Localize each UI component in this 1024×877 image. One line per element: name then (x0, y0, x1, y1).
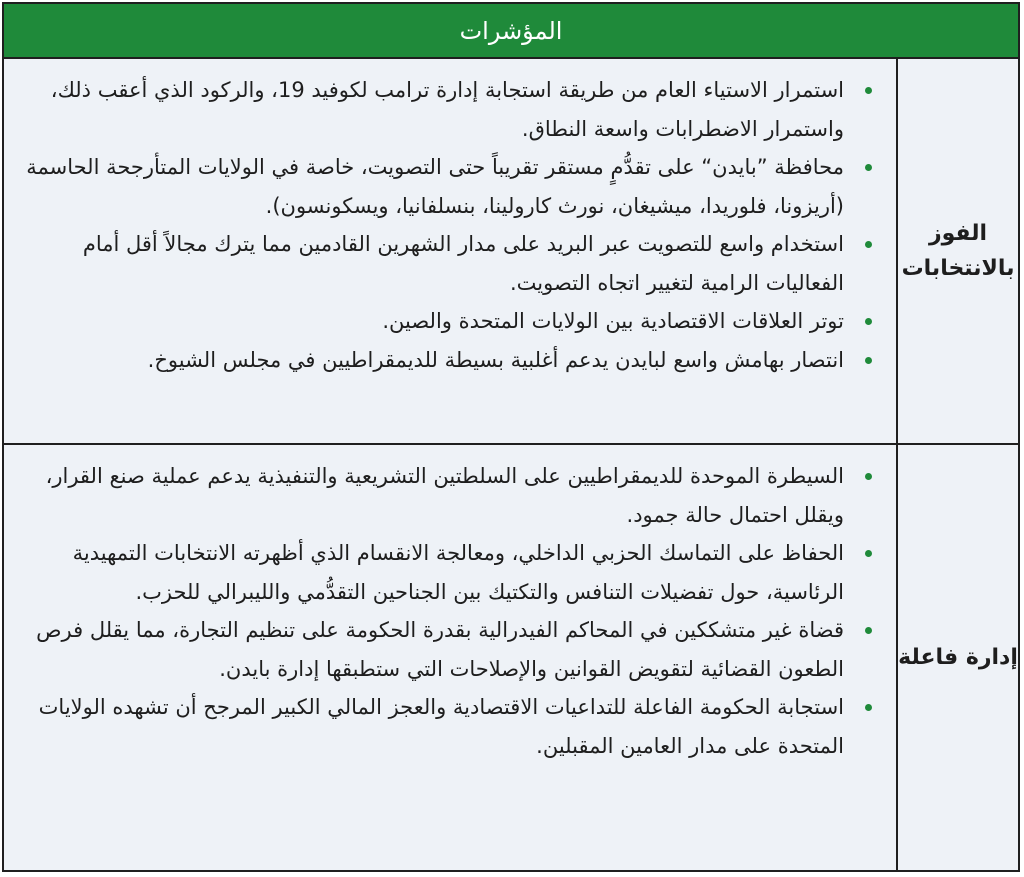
bullet-list (14, 457, 896, 765)
list-item-text: انتصار بهامش واسع لبايدن يدعم أغلبية بسيطة للديمقراطيين في مجلس الشيوخ. (147, 347, 844, 372)
list-item-text: استمرار الاستياء العام من طريقة استجابة إدارة ترامب لكوفيد 19، والركود الذي أعقب ذلك، واستمرار الاضطرابات واسعة النطاق. (50, 78, 844, 141)
row-content-effective-administration (4, 445, 896, 870)
row-label-line: بالانتخابات (901, 256, 1015, 281)
bullet-icon (865, 627, 872, 634)
list-item-text: محافظة ”بايدن“ على تقدُّمٍ مستقر تقريباً حتى التصويت، خاصة في الولايات المتأرجحة الحاسمة (أريزونا، فلوريدا، ميشيغان، نورث كارولينا، بنسلفانيا، ويسكونسون). (26, 155, 844, 218)
row-content-election-win (4, 59, 896, 443)
row-label-line: إدارة فاعلة (898, 644, 1018, 670)
list-item (14, 611, 896, 688)
list-item (14, 688, 896, 765)
bullet-icon (865, 241, 872, 248)
bullet-icon (865, 473, 872, 480)
list-item-text: استجابة الحكومة الفاعلة للتداعيات الاقتصادية والعجز المالي الكبير المرجح أن تشهده الولايات المتحدة على مدار العامين المقبلين. (38, 695, 844, 758)
bullet-icon (865, 164, 872, 171)
table-row-election-win (4, 59, 1018, 445)
row-label-election-win (896, 59, 1018, 443)
list-item-text: استخدام واسع للتصويت عبر البريد على مدار الشهرين القادمين مما يترك مجالاً أقل أمام الفعاليات الرامية لتغيير اتجاه التصويت. (82, 232, 844, 295)
list-item (14, 148, 896, 225)
list-item-text: توتر العلاقات الاقتصادية بين الولايات المتحدة والصين. (382, 309, 844, 333)
list-item (14, 534, 896, 611)
bullet-icon (865, 550, 872, 557)
bullet-list (14, 71, 896, 379)
row-label-line: الفوز (928, 220, 988, 246)
row-label-effective-administration (896, 445, 1018, 870)
list-item (14, 457, 896, 534)
list-item-text: الحفاظ على التماسك الحزبي الداخلي، ومعالجة الانقسام الذي أظهرته الانتخابات التمهيدية الرئاسية، حول تفضيلات التنافس والتكتيك بين الجناحين التقدُّمي والليبرالي للحزب. (72, 541, 844, 604)
list-item (14, 225, 896, 302)
list-item (14, 341, 896, 380)
table-row-effective-administration (4, 445, 1018, 870)
bullet-icon (865, 87, 872, 94)
list-item (14, 71, 896, 148)
indicators-table (2, 2, 1020, 872)
bullet-icon (865, 704, 872, 711)
table-header (4, 4, 1018, 59)
bullet-icon (865, 357, 872, 364)
list-item-text: السيطرة الموحدة للديمقراطيين على السلطتين التشريعية والتنفيذية يدعم عملية صنع القرار، ويقلل احتمال حالة جمود. (45, 464, 844, 527)
list-item-text: قضاة غير متشككين في المحاكم الفيدرالية بقدرة الحكومة على تنظيم التجارة، مما يقلل فرص الطعون القضائية لتقويض القوانين والإصلاحات التي ستطبقها إدارة بايدن. (36, 618, 844, 681)
list-item (14, 302, 896, 341)
header-title: المؤشرات (459, 16, 563, 45)
bullet-icon (865, 318, 872, 325)
